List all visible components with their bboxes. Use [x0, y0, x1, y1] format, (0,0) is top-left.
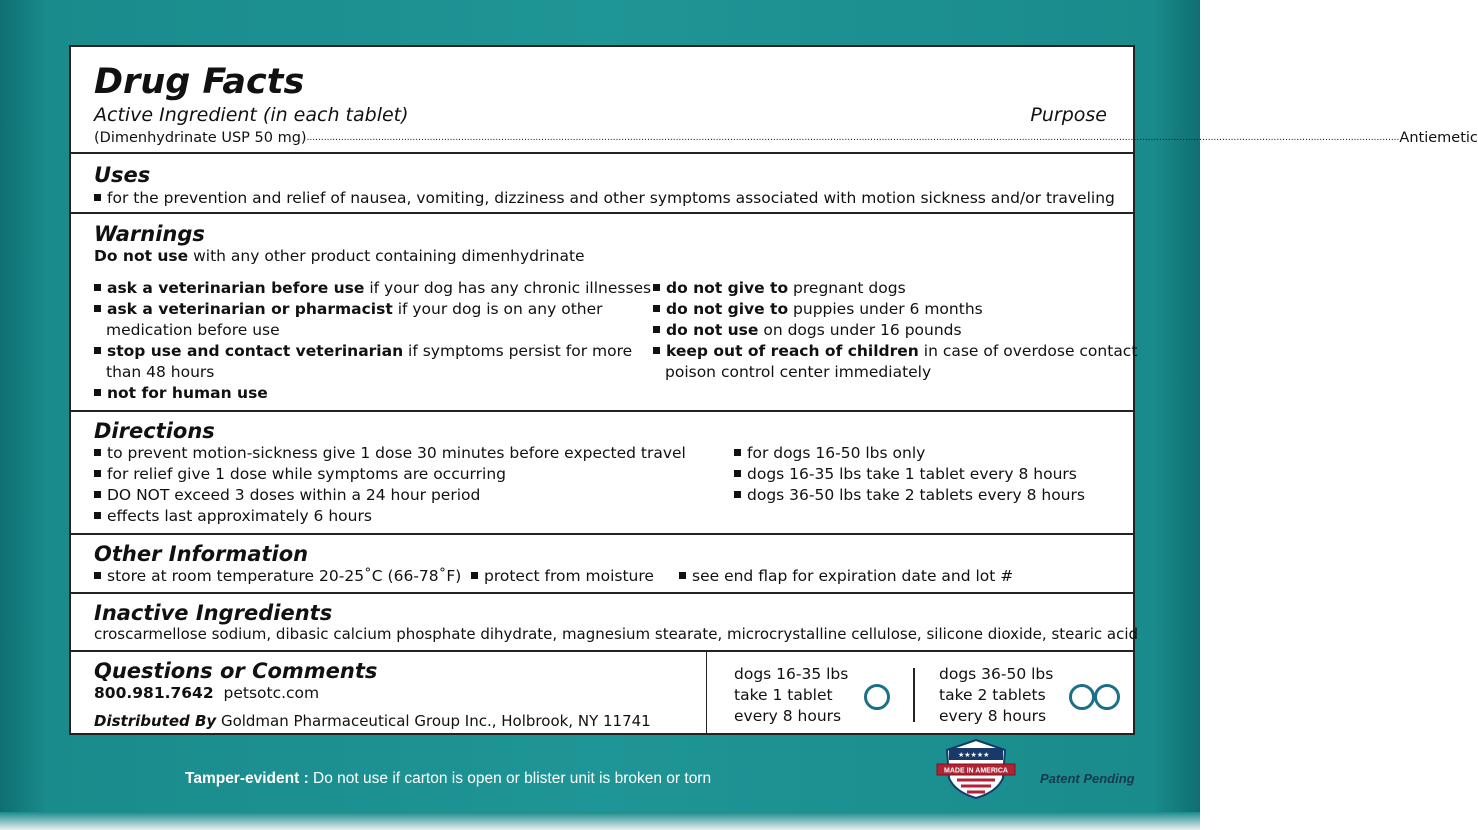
- direction-right-2: dogs 16-35 lbs take 1 tablet every 8 hours: [734, 464, 1077, 485]
- direction-left-4: effects last approximately 6 hours: [94, 506, 372, 527]
- bullet-icon: [94, 347, 101, 354]
- bullet-icon: [94, 284, 101, 291]
- questions-section: [71, 652, 1133, 733]
- dosage-small-2: take 1 tablet: [734, 686, 833, 704]
- inactive-ingredients-section: [71, 594, 1139, 652]
- active-ingredient-label: Active Ingredient (in each tablet): [94, 104, 409, 126]
- other-item-3: see end flap for expiration date and lot #: [679, 566, 1013, 587]
- warning-left-2: ask a veterinarian or pharmacist if your dog is on any other: [94, 299, 603, 320]
- bullet-icon: [94, 512, 101, 519]
- warning-right-3: do not use on dogs under 16 pounds: [653, 320, 962, 341]
- direction-right-3: dogs 36-50 lbs take 2 tablets every 8 hours: [734, 485, 1085, 506]
- uses-section: [71, 154, 1133, 214]
- dosage-small-1: dogs 16-35 lbs: [734, 665, 849, 683]
- bullet-icon: [94, 194, 101, 201]
- bullet-icon: [679, 572, 686, 579]
- tablet-circle-icon: [1094, 684, 1120, 710]
- tamper-evident-notice: Tamper-evident : Do not use if carton is open or blister unit is broken or torn: [185, 770, 712, 787]
- warning-right-1: do not give to pregnant dogs: [653, 278, 906, 299]
- warning-left-1: ask a veterinarian before use if your dog has any chronic illnesses: [94, 278, 651, 299]
- tablet-circle-icon: [864, 684, 890, 710]
- bullet-icon: [734, 470, 741, 477]
- leader-dots: ..............................................................................................................................................................................................................................................................................................................................................................................................: [306, 133, 1400, 143]
- other-item-1: store at room temperature 20-25˚C (66-78˚F): [94, 566, 461, 587]
- distributor-line: Distributed By Goldman Pharmaceutical Group Inc., Holbrook, NY 11741: [94, 712, 651, 730]
- bullet-icon: [734, 449, 741, 456]
- badge-text: MADE IN AMERICA: [944, 767, 1008, 775]
- bullet-icon: [94, 491, 101, 498]
- uses-item: for the prevention and relief of nausea, vomiting, dizziness and other symptoms associated with motion sickness and/or traveling: [94, 188, 1115, 209]
- bullet-icon: [471, 572, 478, 579]
- warnings-section: [71, 214, 1138, 412]
- bullet-icon: [653, 326, 660, 333]
- direction-left-3: DO NOT exceed 3 doses within a 24 hour period: [94, 485, 480, 506]
- direction-right-1: for dogs 16-50 lbs only: [734, 443, 925, 464]
- directions-heading: Directions: [94, 419, 215, 443]
- made-in-america-badge-icon: [935, 738, 1017, 800]
- warning-right-2: do not give to puppies under 6 months: [653, 299, 983, 320]
- bullet-icon: [94, 305, 101, 312]
- website: petsotc.com: [223, 684, 320, 702]
- warning-left-3: stop use and contact veterinarian if symptoms persist for more: [94, 341, 632, 362]
- patent-pending-label: Patent Pending: [1040, 771, 1135, 786]
- warning-left-2-cont: medication before use: [106, 321, 280, 339]
- dosage-divider: [913, 668, 915, 722]
- warning-right-4-cont: poison control center immediately: [665, 363, 932, 381]
- ingredient-row: [94, 128, 1478, 149]
- do-not-use-line: Do not use with any other product containing dimenhydrinate: [94, 247, 585, 265]
- bullet-icon: [653, 284, 660, 291]
- other-information-heading: Other Information: [94, 542, 309, 566]
- bullet-icon: [653, 305, 660, 312]
- warning-left-3-cont: than 48 hours: [106, 363, 215, 381]
- inactive-ingredients-heading: Inactive Ingredients: [94, 601, 333, 625]
- bullet-icon: [94, 389, 101, 396]
- dosage-large-1: dogs 36-50 lbs: [939, 665, 1054, 683]
- uses-heading: Uses: [94, 163, 151, 187]
- drug-facts-panel: [69, 45, 1478, 735]
- phone-number: 800.981.7642: [94, 684, 214, 702]
- contact-line: [94, 683, 319, 704]
- active-ingredient-section: [71, 47, 1478, 154]
- other-information-section: [71, 535, 1133, 594]
- dosage-large-2: take 2 tablets: [939, 686, 1046, 704]
- bullet-icon: [734, 491, 741, 498]
- other-item-2: protect from moisture: [471, 566, 654, 587]
- dosage-divider-left: [706, 652, 707, 733]
- bullet-icon: [94, 470, 101, 477]
- svg-text:★★★★★: ★★★★★: [958, 751, 990, 759]
- purpose-label: Purpose: [1030, 104, 1107, 126]
- inactive-ingredients-text: croscarmellose sodium, dibasic calcium phosphate dihydrate, magnesium stearate, microcrystalline cellulose, silicone dioxide, stearic acid: [94, 625, 1139, 643]
- questions-heading: Questions or Comments: [94, 659, 378, 683]
- warning-right-4: keep out of reach of children in case of overdose contact: [653, 341, 1137, 362]
- tablet-circle-icon: [1069, 684, 1095, 710]
- warnings-heading: Warnings: [94, 222, 205, 246]
- ingredient-purpose: Antiemetic: [1399, 130, 1478, 146]
- bullet-icon: [653, 347, 660, 354]
- bullet-icon: [94, 572, 101, 579]
- direction-left-2: for relief give 1 dose while symptoms are occurring: [94, 464, 506, 485]
- drug-facts-title: Drug Facts: [94, 62, 305, 102]
- ingredient-name: (Dimenhydrinate USP 50 mg): [94, 130, 307, 146]
- direction-left-1: to prevent motion-sickness give 1 dose 30 minutes before expected travel: [94, 443, 686, 464]
- dosage-large-3: every 8 hours: [939, 707, 1047, 725]
- directions-section: [71, 412, 1133, 535]
- dosage-small-3: every 8 hours: [734, 707, 842, 725]
- warning-left-4: not for human use: [94, 383, 268, 404]
- carton-bottom-edge: [0, 812, 1200, 830]
- bullet-icon: [94, 449, 101, 456]
